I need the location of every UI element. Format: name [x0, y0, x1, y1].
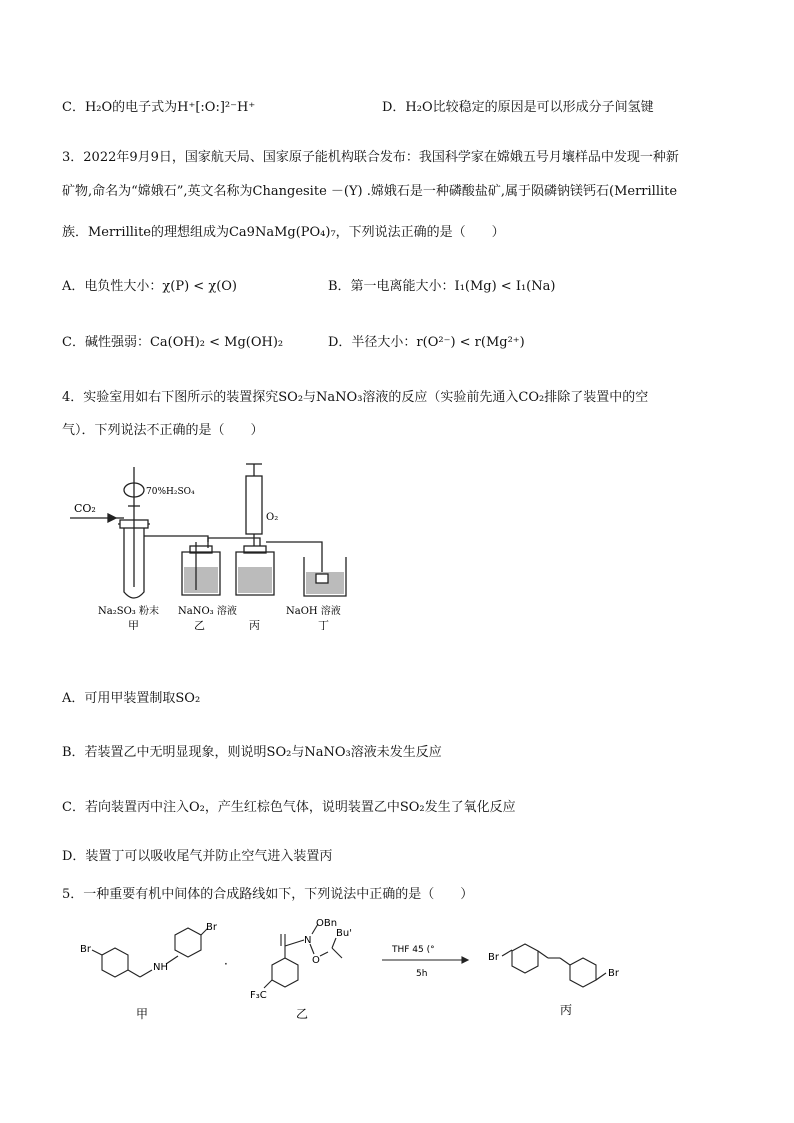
reagent-ding-label: NaOH 溶液 — [286, 606, 341, 617]
scheme-label-bing: 丙 — [560, 1003, 573, 1017]
q3-stem-line2: 矿物,命名为“嫦娥石”,英文名称为Changesite －(Y) .嫦娥石是一种磷酸盐矿,属于陨磷钠镁钙石(Merrillite — [62, 184, 678, 199]
q3-option-b: B．第一电离能大小：I₁(Mg) < I₁(Na) — [328, 279, 556, 294]
reagent-yi-label: NaNO₃ 溶液 — [178, 606, 237, 617]
q4-option-d: D．装置丁可以吸收尾气并防止空气进入装置丙 — [62, 849, 333, 864]
q5-stem-line1: 5．一种重要有机中间体的合成路线如下，下列说法中正确的是（ ） — [62, 887, 474, 902]
q3-option-c: C．碱性强弱：Ca(OH)₂ < Mg(OH)₂ — [62, 335, 284, 350]
jia-br-right: Br — [206, 922, 217, 933]
reagent-jia-label: Na₂SO₃ 粉末 — [98, 606, 159, 617]
apparatus-label-ding: 丁 — [318, 619, 329, 630]
synthesis-scheme — [70, 918, 650, 1026]
q2-option-d: D．H₂O比较稳定的原因是可以形成分子间氢键 — [382, 100, 654, 115]
scheme-label-jia: 甲 — [136, 1007, 149, 1021]
q4-stem-line1: 4．实验室用如右下图所示的装置探究SO₂与NaNO₃溶液的反应（实验前先通入CO₂排除了装置中的空 — [62, 390, 649, 405]
yi-but: Bu' — [336, 928, 352, 939]
condition-bottom: 5h — [416, 969, 428, 979]
bing-br-right: Br — [608, 968, 619, 979]
yi-cf3: F₃C — [250, 990, 267, 1001]
q2-option-c: C．H₂O的电子式为H⁺[:O:]²⁻H⁺ — [62, 100, 256, 115]
yi-o: O — [312, 955, 320, 966]
o2-label: O₂ — [266, 512, 279, 523]
yi-obn: OBn — [316, 918, 338, 929]
q3-option-a: A．电负性大小：χ(P) < χ(O) — [62, 279, 237, 294]
apparatus-label-jia: 甲 — [128, 619, 139, 630]
acid-label: 70%H₂SO₄ — [146, 487, 195, 497]
condition-top: THF 45 (° — [392, 945, 435, 955]
bing-br-left: Br — [488, 952, 499, 963]
co2-label: CO₂ — [74, 502, 96, 515]
q3-stem-line1: 3．2022年9月9日，国家航天局、国家原子能机构联合发布：我国科学家在嫦娥五号月壤样品中发现一种新 — [62, 150, 679, 165]
jia-br-left: Br — [80, 944, 91, 955]
scheme-label-yi: 乙 — [296, 1007, 309, 1021]
q3-stem-line3: 族．Merrillite的理想组成为Ca9NaMg(PO₄)₇，下列说法正确的是（ ） — [62, 225, 505, 240]
apparatus-label-bing: 丙 — [249, 619, 260, 630]
scheme-plus: · — [224, 957, 228, 971]
q4-stem-line2: 气）．下列说法不正确的是（ ） — [62, 423, 264, 438]
jia-nh: NH — [153, 962, 168, 973]
q4-option-a: A．可用甲装置制取SO₂ — [62, 691, 201, 706]
apparatus-label-yi: 乙 — [194, 619, 205, 630]
apparatus-figure — [60, 462, 370, 630]
q4-option-b: B．若装置乙中无明显现象，则说明SO₂与NaNO₃溶液未发生反应 — [62, 745, 442, 760]
yi-n: N — [304, 935, 312, 946]
q3-option-d: D．半径大小：r(O²⁻) < r(Mg²⁺) — [328, 335, 525, 350]
q4-option-c: C．若向装置丙中注入O₂，产生红棕色气体，说明装置乙中SO₂发生了氧化反应 — [62, 800, 516, 815]
